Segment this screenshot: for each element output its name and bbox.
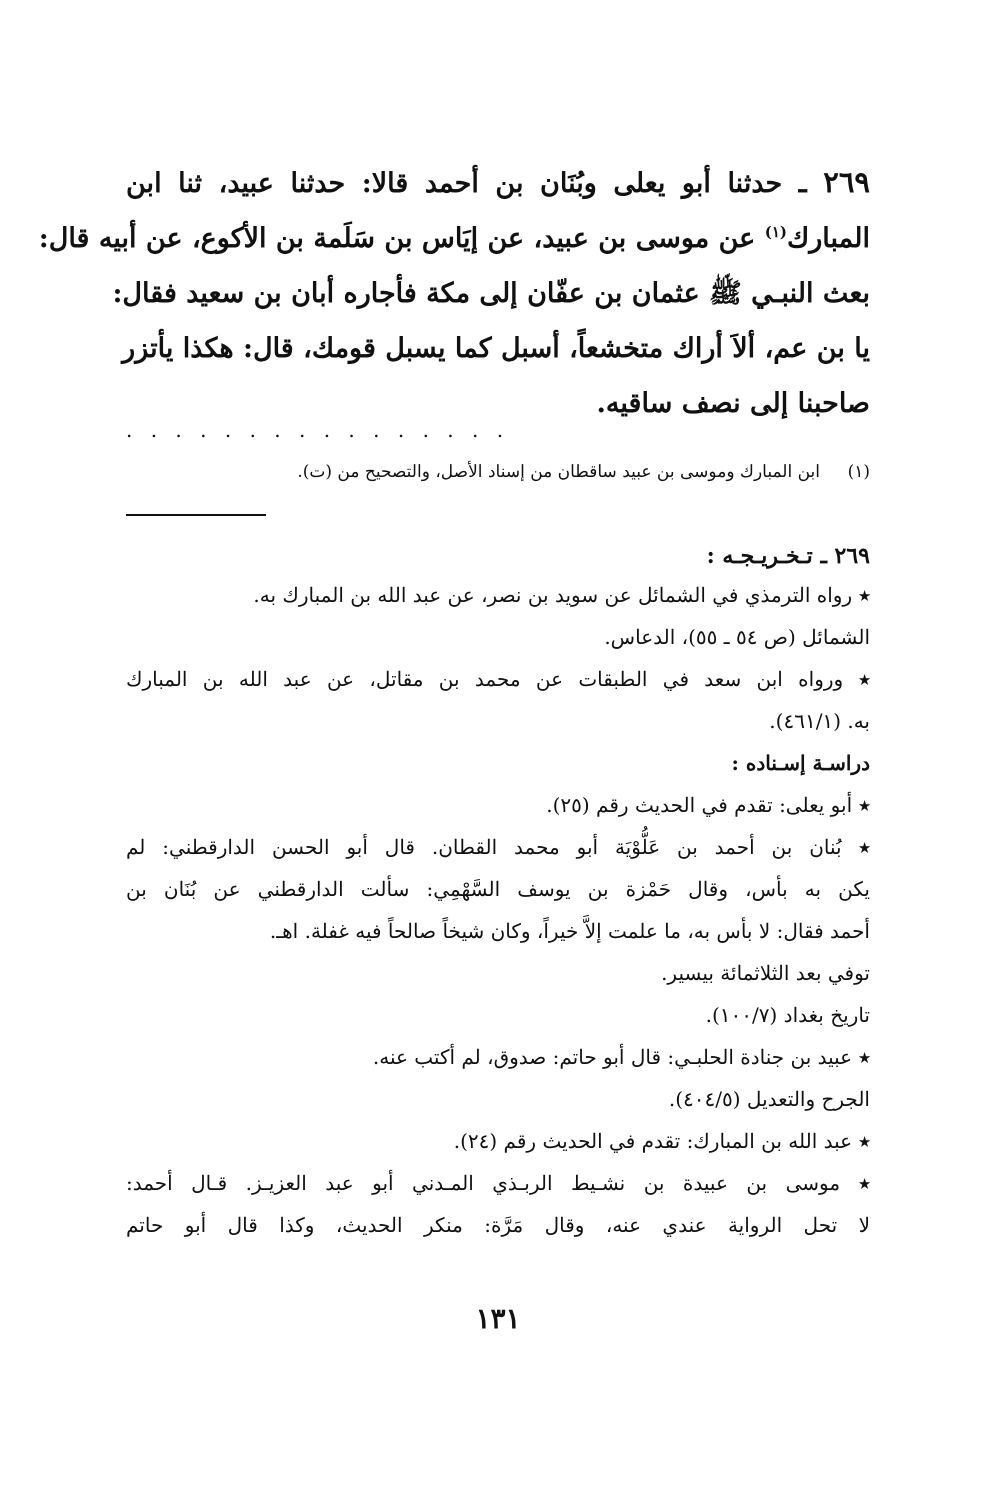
takhrij-section (126, 538, 870, 1246)
takhrij-line: أحمد فقال: لا بأس به، ما علمت إلاَّ خيراً، وكان شيخاً صالحاً فيه غفلة. اهـ. (269, 919, 870, 943)
takhrij-line: به. (٤٦١/١). (769, 709, 870, 733)
takhrij-line: ٭ ورواه ابن سعد في الطبقات عن محمد بن مقاتل، عن عبد الله بن المبارك (126, 667, 870, 691)
hadith-line: ٢٦٩ ـ حدثنا أبو يعلى وبُنَان بن أحمد قالا: حدثنا عبيد، ثنا ابن (126, 165, 870, 199)
hadith-line: يا بن عم، ألاَ أراك متخشعاً، أسبل كما يسبل قومك، قال: هكذا يأتزر (122, 333, 870, 364)
takhrij-line: الجرح والتعديل (٤٠٤/٥). (668, 1087, 870, 1111)
takhrij-line: ٭ عبد الله بن المبارك: تقدم في الحديث رقم (٢٤). (453, 1129, 870, 1153)
dotted-separator: . . . . . . . . . . . . . . . . (126, 418, 510, 442)
takhrij-line: ٭ موسى بن عبيدة بن نشـيط الربـذي المـدني أبو عبد العزيـز. قـال أحمد: (126, 1171, 870, 1195)
bullet-star: ٭ (841, 835, 870, 859)
takhrij-line: يكن به بأس، وقال حَمْزة بن يوسف السَّهْمِي: سألت الدارقطني عن بُنَان بن (126, 877, 870, 901)
section-divider (126, 514, 266, 516)
hadith-line: صاحبنا إلى نصف ساقيه. (596, 388, 870, 419)
bullet-star: ٭ (840, 1171, 870, 1195)
takhrij-line: تاريخ بغداد (١٠٠/٧). (705, 1003, 870, 1027)
subheading-isnad-study: دراسـة إسـناده : (731, 751, 870, 775)
footnote (126, 458, 870, 486)
bullet-star: ٭ (852, 793, 870, 817)
footnote-text: ابن المبارك وموسى بن عبيد ساقطان من إسناد الأصل، والتصحيح من (ت). (297, 462, 820, 482)
takhrij-line: الشمائل (ص ٥٤ ـ ٥٥)، الدعاس. (604, 625, 870, 649)
hadith-number: ٢٦٩ (823, 165, 870, 199)
footnote-number: (١) (847, 462, 870, 482)
takhrij-line: لا تحل الرواية عندي عنه، وقال مَرَّة: منكر الحديث، وكذا قال أبو حاتم (126, 1213, 870, 1237)
takhrij-line: ٭ عبيد بن جنادة الحلبـي: قال أبو حاتم: صدوق، لم أكتب عنه. (372, 1045, 870, 1069)
takhrij-line: ٭ أبو يعلى: تقدم في الحديث رقم (٢٥). (546, 793, 870, 817)
book-page (38, 0, 870, 1496)
bullet-star: ٭ (843, 667, 870, 691)
takhrij-line: ٭ رواه الترمذي في الشمائل عن سويد بن نصر، عن عبد الله بن المبارك به. (253, 583, 870, 607)
bullet-star: ٭ (852, 583, 870, 607)
footnote-marker: (١) (764, 223, 787, 241)
bullet-star: ٭ (852, 1045, 870, 1069)
hadith-line: بعث النبـي ﷺ عثمان بن عفّان إلى مكة فأجاره أبان بن سعيد فقال: (112, 278, 870, 309)
hadith-line: المبارك$^{(١)}$ عن موسى بن عبيد، عن إيَاس بن سَلَمة بن الأكوع، عن أبيه قال: (38, 223, 870, 254)
takhrij-line: ٭ بُنان بن أحمد بن عَلُّوْيَة أبو محمد القطان. قال أبو الحسن الدارقطني: لم (126, 835, 870, 859)
page-number: ١٣١ (475, 1302, 521, 1335)
takhrij-heading: ٢٦٩ ـ تـخـريـجـه : (706, 543, 870, 569)
bullet-star: ٭ (852, 1129, 870, 1153)
hadith-text (38, 155, 870, 431)
takhrij-line: توفي بعد الثلاثمائة بيسير. (661, 961, 870, 985)
